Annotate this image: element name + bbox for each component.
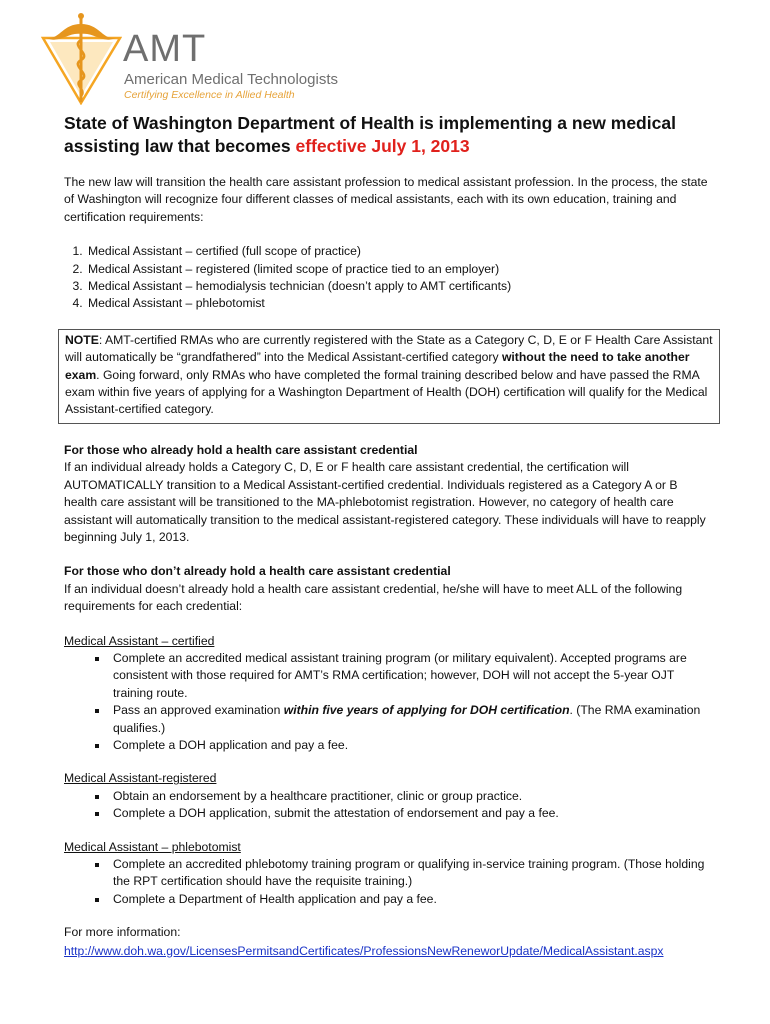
phlebotomist-heading: Medical Assistant – phlebotomist <box>64 839 241 854</box>
already-hold-heading: For those who already hold a health care assistant credential <box>64 442 418 457</box>
title-effective-date: effective July 1, 2013 <box>295 136 470 156</box>
note-text-1: : AMT-certified RMAs who are currently registered with the State as a Category C, D, E or F Health Care Assistant will automatically be “grandfathered” into the Medical Assistant-certified category <box>65 332 713 365</box>
list-item: 2. Medical Assistant – registered (limited scope of practice tied to an employer) <box>86 261 714 278</box>
logo-name: American Medical Technologists <box>124 71 338 88</box>
registered-requirements <box>64 788 714 823</box>
title-main: State of Washington Department of Health is implementing a new medical assisting law that becomes <box>64 113 676 156</box>
phlebotomist-requirements <box>64 856 714 908</box>
doh-info-link[interactable]: http://www.doh.wa.gov/LicensesPermitsandCertificates/ProfessionsNewReneworUpdate/MedicalAssistant.aspx <box>64 943 664 958</box>
note-label: NOTE <box>65 332 99 347</box>
list-item: ▪ Complete a Department of Health application and pay a fee. <box>109 891 714 908</box>
item-emphasis: within five years of applying for DOH certification <box>283 703 570 718</box>
note-bold: without the need to take another exam <box>65 350 690 382</box>
not-hold-body: If an individual doesn’t already hold a health care assistant credential, he/she will have to meet ALL of the following requirements for each credential: <box>64 581 683 614</box>
page-title <box>64 112 714 158</box>
certified-heading: Medical Assistant – certified <box>64 633 215 648</box>
list-item: ▪ Complete a DOH application and pay a fee. <box>109 737 714 754</box>
not-hold-heading: For those who don’t already hold a health care assistant credential <box>64 564 451 579</box>
list-item: ▪ Obtain an endorsement by a healthcare practitioner, clinic or group practice. <box>109 788 714 805</box>
list-item: ▪ Complete a DOH application, submit the attestation of endorsement and pay a fee. <box>109 805 714 822</box>
already-hold-body: If an individual already holds a Category C, D, E or F health care assistant credential, the certification will AUTOMATICALLY transition to a Medical Assistant-certified credential. Individuals registered as a Category A or B health care assistant will be transitioned to the MA-phlebotomist registration. However, no category of health care assistant will automatically transition to the medical assistant-registered category. These individuals will have to reapply beginning July 1, 2013. <box>64 460 706 544</box>
list-item: 1. Medical Assistant – certified (full scope of practice) <box>86 243 714 260</box>
amt-logo <box>40 10 340 105</box>
intro-paragraph: The new law will transition the health care assistant profession to medical assistant profession. In the process, the state of Washington will recognize four different classes of medical assistants, each with its own education, training and certification requirements: <box>64 175 708 224</box>
more-info-label: For more information: <box>64 925 181 940</box>
note-box <box>58 329 720 424</box>
certified-requirements <box>64 650 714 754</box>
list-item: 4. Medical Assistant – phlebotomist <box>86 295 714 312</box>
list-item: ▪ Complete an accredited medical assistant training program (or military equivalent). Accepted programs are consistent with those required for AMT’s RMA certification; however, DOH will not accept the 5-year OJT training route. <box>109 650 714 702</box>
item-text: . (The RMA examination qualifies.) <box>113 703 701 735</box>
caduceus-triangle-icon <box>40 10 122 105</box>
list-item: 3. Medical Assistant – hemodialysis technician (doesn’t apply to AMT certificants) <box>86 278 714 295</box>
list-item <box>109 702 714 737</box>
logo-tagline: Certifying Excellence in Allied Health <box>124 89 295 101</box>
list-item: ▪ Complete an accredited phlebotomy training program or qualifying in-service training program. (Those holding the RPT certification should have the requisite training.) <box>109 856 714 891</box>
note-text-2: . Going forward, only RMAs who have completed the formal training described below and have passed the RMA exam within five years of applying for a Washington Department of Health (DOH) certification will qualify for the Medical Assistant-certified category. <box>65 367 708 417</box>
assistant-classes-list <box>64 243 714 313</box>
logo-brand: AMT <box>123 28 207 70</box>
document-body <box>64 112 714 960</box>
registered-heading: Medical Assistant-registered <box>64 771 217 786</box>
item-text: Pass an approved examination <box>113 703 284 718</box>
